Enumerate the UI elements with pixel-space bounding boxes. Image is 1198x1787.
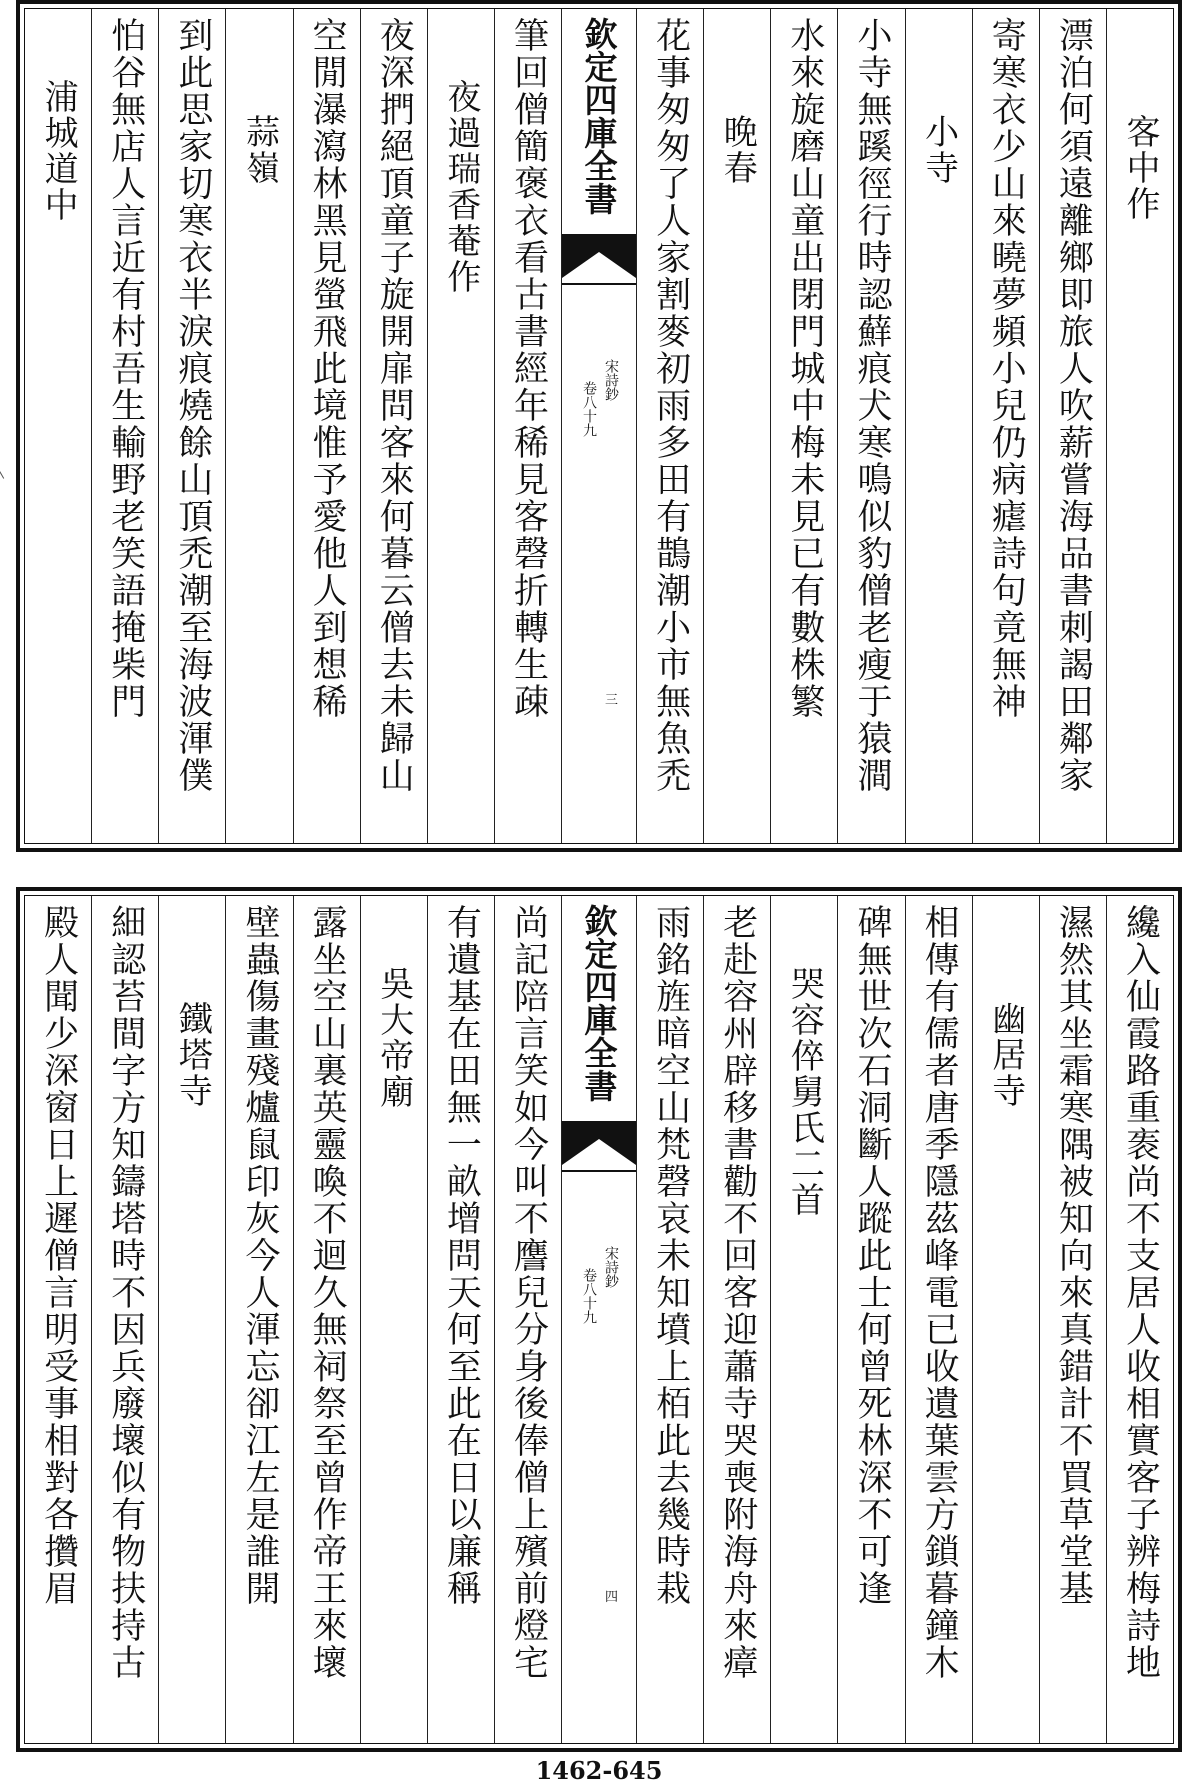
bottom-column	[770, 896, 837, 1743]
poem-text: 尚記陪言笑如今叫不譍兒分身後俸僧上殯前燈宅	[508, 904, 549, 1681]
top-column	[293, 9, 360, 843]
top-column	[427, 9, 494, 843]
bottom-column	[360, 896, 427, 1743]
folio-number: 三	[605, 693, 619, 708]
bottom-column	[1106, 896, 1173, 1743]
poem-text: 相傳有儒者唐季隱茲峰電已收遺葉雲方鎖暮鐘木	[919, 904, 960, 1681]
top-column	[703, 9, 770, 843]
top-column	[837, 9, 904, 843]
poem-text: 漂泊何須遠離鄉即旅人吹薪嘗海品書刺謁田鄰家	[1053, 17, 1094, 794]
bottom-column	[905, 896, 972, 1743]
poem-text: 夜深捫絕頂童子旋開扉問客來何暮云僧去未歸山	[374, 17, 415, 794]
poem-text: 花事匆匆了人家割麥初雨多田有鵲潮小市無魚禿	[650, 17, 691, 794]
poem-title: 晚春	[717, 114, 758, 186]
bottom-page-columns	[25, 896, 1173, 1743]
bottom-column	[293, 896, 360, 1743]
poem-text: 露坐空山裏英靈喚不迴久無祠祭至曾作帝王來壞	[307, 904, 348, 1681]
stray-mark	[0, 469, 8, 478]
bottom-column	[703, 896, 770, 1743]
bottom-column	[636, 896, 703, 1743]
top-column	[905, 9, 972, 843]
top-column	[1106, 9, 1173, 843]
top-column	[1039, 9, 1106, 843]
top-column	[25, 9, 91, 843]
bottom-column	[972, 896, 1039, 1743]
top-column	[91, 9, 158, 843]
source-title: 宋詩鈔	[603, 1246, 619, 1288]
poem-text: 寄寒衣少山來曉夢頻小兒仍病瘧詩句竟無神	[986, 17, 1027, 720]
poem-title: 幽居寺	[985, 1001, 1026, 1109]
top-column	[225, 9, 292, 843]
top-column	[360, 9, 427, 843]
poem-text: 細認苔間字方知鑄塔時不因兵廢壞似有物扶持古	[105, 904, 146, 1681]
bottom-column	[1039, 896, 1106, 1743]
poem-title: 蒜嶺	[239, 114, 280, 186]
poem-title: 哭容倅舅氏二首	[784, 966, 825, 1218]
poem-text: 水來旋磨山童出閉門城中梅未見已有數株繁	[784, 17, 825, 720]
top-column	[636, 9, 703, 843]
top-center-margin	[561, 9, 636, 843]
fishtail-mark	[562, 1121, 636, 1173]
source-title: 宋詩鈔	[603, 359, 619, 401]
bottom-column	[837, 896, 904, 1743]
poem-text: 纔入仙霞路重袠尚不支居人收相實客子辨梅詩地	[1120, 904, 1161, 1681]
poem-text: 筆回僧簡褒衣看古書經年稀見客磬折轉生疎	[508, 17, 549, 720]
poem-text: 碑無世次石洞斷人蹤此士何曾死林深不可逢	[851, 904, 892, 1607]
poem-text: 濕然其坐霜寒隅被知向來真錯計不買草堂基	[1053, 904, 1094, 1607]
poem-title: 浦城道中	[38, 79, 79, 223]
top-column	[770, 9, 837, 843]
poem-text: 殿人聞少深窗日上遲僧言明受事相對各攢眉	[38, 904, 79, 1607]
top-page	[16, 0, 1182, 852]
top-page-columns	[25, 9, 1173, 843]
book-header: 欽定四庫全書	[579, 904, 619, 1102]
bottom-column	[225, 896, 292, 1743]
poem-text: 老赴容州辟移書勸不回客迎蕭寺哭喪附海舟來瘴	[717, 904, 758, 1681]
bottom-column	[25, 896, 91, 1743]
poem-text: 雨銘旌暗空山梵磬哀未知墳上栢此去幾時栽	[650, 904, 691, 1607]
book-header: 欽定四庫全書	[579, 17, 619, 215]
bottom-page	[16, 887, 1182, 1752]
bottom-column	[91, 896, 158, 1743]
top-column	[158, 9, 225, 843]
bottom-column	[427, 896, 494, 1743]
volume-label: 卷八十九	[581, 381, 597, 437]
poem-text: 壁蟲傷畫殘爐鼠印灰今人渾忘卻江左是誰開	[239, 904, 280, 1607]
fishtail-mark	[562, 234, 636, 286]
poem-title: 鐵塔寺	[172, 1001, 213, 1109]
poem-text: 到此思家切寒衣半淚痕燒餘山頂禿潮至海波渾僕	[172, 17, 213, 794]
bottom-center-margin	[561, 896, 636, 1743]
top-column	[972, 9, 1039, 843]
poem-text: 有遺基在田無一畝增問天何至此在日以廉稱	[441, 904, 482, 1607]
bottom-column	[494, 896, 561, 1743]
top-column	[494, 9, 561, 843]
page-number: 1462-645	[535, 1756, 663, 1785]
poem-title: 客中作	[1119, 114, 1160, 222]
poem-title: 夜過瑞香菴作	[440, 79, 481, 295]
poem-title: 吳大帝廟	[373, 966, 414, 1110]
bottom-column	[158, 896, 225, 1743]
poem-text: 空閒瀑瀉林黑見螢飛此境惟予愛他人到想稀	[307, 17, 348, 720]
poem-text: 怕谷無店人言近有村吾生輸野老笑語掩柴門	[105, 17, 146, 720]
volume-label: 卷八十九	[581, 1268, 597, 1324]
folio-number: 四	[605, 1590, 619, 1605]
poem-title: 小寺	[918, 114, 959, 186]
poem-text: 小寺無蹊徑行時認蘚痕犬寒鳴似豹僧老瘦于猿澗	[851, 17, 892, 794]
